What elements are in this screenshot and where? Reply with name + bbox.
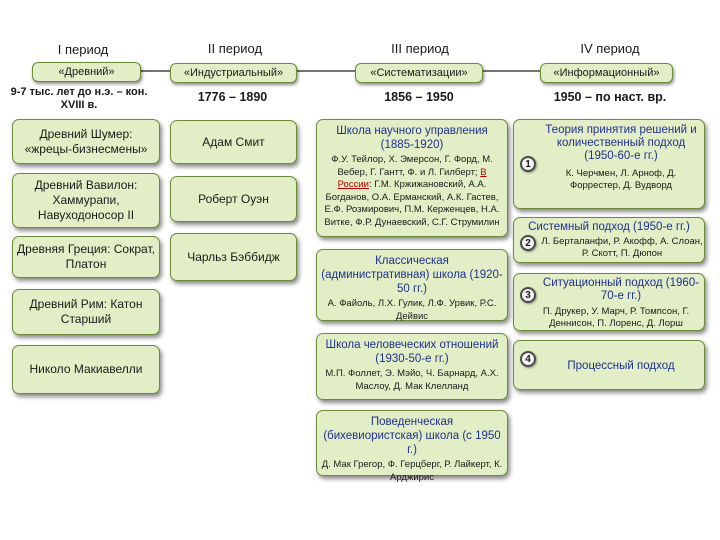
period-4-dates: 1950 – по наст. вр. (553, 90, 667, 104)
school-human-box (316, 333, 508, 400)
approach-decision-title: Теория принятия решений и количественный подход (1950-60-е гг.) (545, 124, 697, 162)
school-scientific-names-b: : Г.М. Кржижановский, А.А. Богданов, О.А. Ерманский, А.К. Гастев, Е.Ф. Розмирович, П.М. Керженцев, Н.А. Витке, Ф.Р. Дунаевский, С.Г. Струмилин (324, 179, 500, 228)
industrial-owen-text: Роберт Оуэн (198, 191, 269, 206)
school-behavioral-names: Д. Мак Грегор, Ф. Герцберг, Р. Лайкерт, К. Арджирис (321, 459, 503, 483)
approach-decision-box (513, 119, 705, 209)
approach-systems-names: Л. Берталанфи, Р. Акофф, А. Слоан, Р. Скотт, П. Дюпон (541, 236, 703, 259)
ancient-rome-text: Древний Рим: Катон Старший (29, 297, 143, 326)
period-2-title: II период (207, 41, 263, 56)
period-3-title: III период (391, 41, 449, 56)
period-4-name: «Информационный» (540, 63, 673, 83)
approach-systems-box (513, 217, 705, 263)
ancient-babylon-box (12, 173, 160, 228)
period-2-name: «Индустриальный» (170, 63, 297, 83)
period-3-name: «Систематизации» (355, 63, 483, 83)
school-behavioral-box (316, 410, 508, 483)
period-4-title: IV период (580, 41, 640, 56)
approach-situational-names: П. Друкер, У. Марч, Р. Томпсон, Г. Деннисон, П. Лоренс, Д. Лорш (542, 306, 690, 329)
school-human-names: М.П. Фоллет, Э. Мэйо, Ч. Барнард, А.Х. Маслоу, Д. Мак Клелланд (325, 368, 499, 392)
period-2-dates: 1776 – 1890 (197, 90, 268, 104)
school-scientific-russia: В России (337, 166, 487, 190)
approach-situational-box (513, 273, 705, 331)
approach-process-title: Процессный подход (567, 360, 675, 372)
school-behavioral-title: Поведенческая (бихевиористская) школа (с 1950 г.) (323, 416, 501, 456)
industrial-smith-box (170, 120, 297, 164)
industrial-babbage-text: Чарльз Бэббидж (187, 249, 280, 264)
approach-decision-number: 1 (520, 156, 536, 172)
school-classical-box (316, 249, 508, 321)
industrial-smith-text: Адам Смит (202, 134, 265, 149)
ancient-sumer-box (12, 119, 160, 164)
period-1-title: I период (57, 42, 109, 57)
school-scientific-box (316, 119, 508, 237)
period-1-dates: 9-7 тыс. лет до н.э. – кон. XVIII в. (10, 86, 148, 111)
machiavelli-text: Николо Макиавелли (29, 362, 143, 376)
industrial-owen-box (170, 176, 297, 222)
period-1-name: «Древний» (32, 62, 141, 82)
ancient-greece-box (12, 236, 160, 278)
school-scientific-names-a: Ф.У. Тейлор, Х. Эмерсон, Г. Форд, М. Вебер, Г. Гантт, Ф. и Л. Гилберт; (331, 154, 493, 178)
ancient-sumer-text: Древний Шумер: «жрецы-бизнесмены» (24, 126, 148, 156)
ancient-rome-box (12, 289, 160, 335)
ancient-greece-text: Древняя Греция: Сократ, Платон (17, 242, 155, 271)
machiavelli-box (12, 345, 160, 394)
school-classical-names: А. Файоль, Л.Х. Гулик, Л.Ф. Урвик, Р.С. Дейвис (327, 298, 497, 322)
approach-systems-number: 2 (520, 235, 536, 251)
school-human-title: Школа человеческих отношений (1930-50-е гг.) (325, 339, 499, 365)
school-scientific-title: Школа научного управления (1885-1920) (336, 125, 488, 151)
approach-decision-names: К. Черчмен, Л. Арноф, Д. Форрестер, Д. Вудворд (565, 168, 677, 191)
ancient-babylon-text: Древний Вавилон: Хаммурапи, Навуходоносор II (34, 178, 138, 222)
approach-situational-number: 3 (520, 287, 536, 303)
school-scientific-names (321, 154, 503, 229)
period-3-dates: 1856 – 1950 (384, 90, 454, 104)
approach-process-number: 4 (520, 351, 536, 367)
approach-situational-title: Ситуационный подход (1960-70-е гг.) (542, 277, 700, 302)
approach-process-box (513, 340, 705, 390)
industrial-babbage-box (170, 233, 297, 281)
school-classical-title: Классическая (административная) школа (1920-50 гг.) (321, 255, 503, 295)
approach-systems-title: Системный подход (1950-е гг.) (528, 221, 690, 233)
